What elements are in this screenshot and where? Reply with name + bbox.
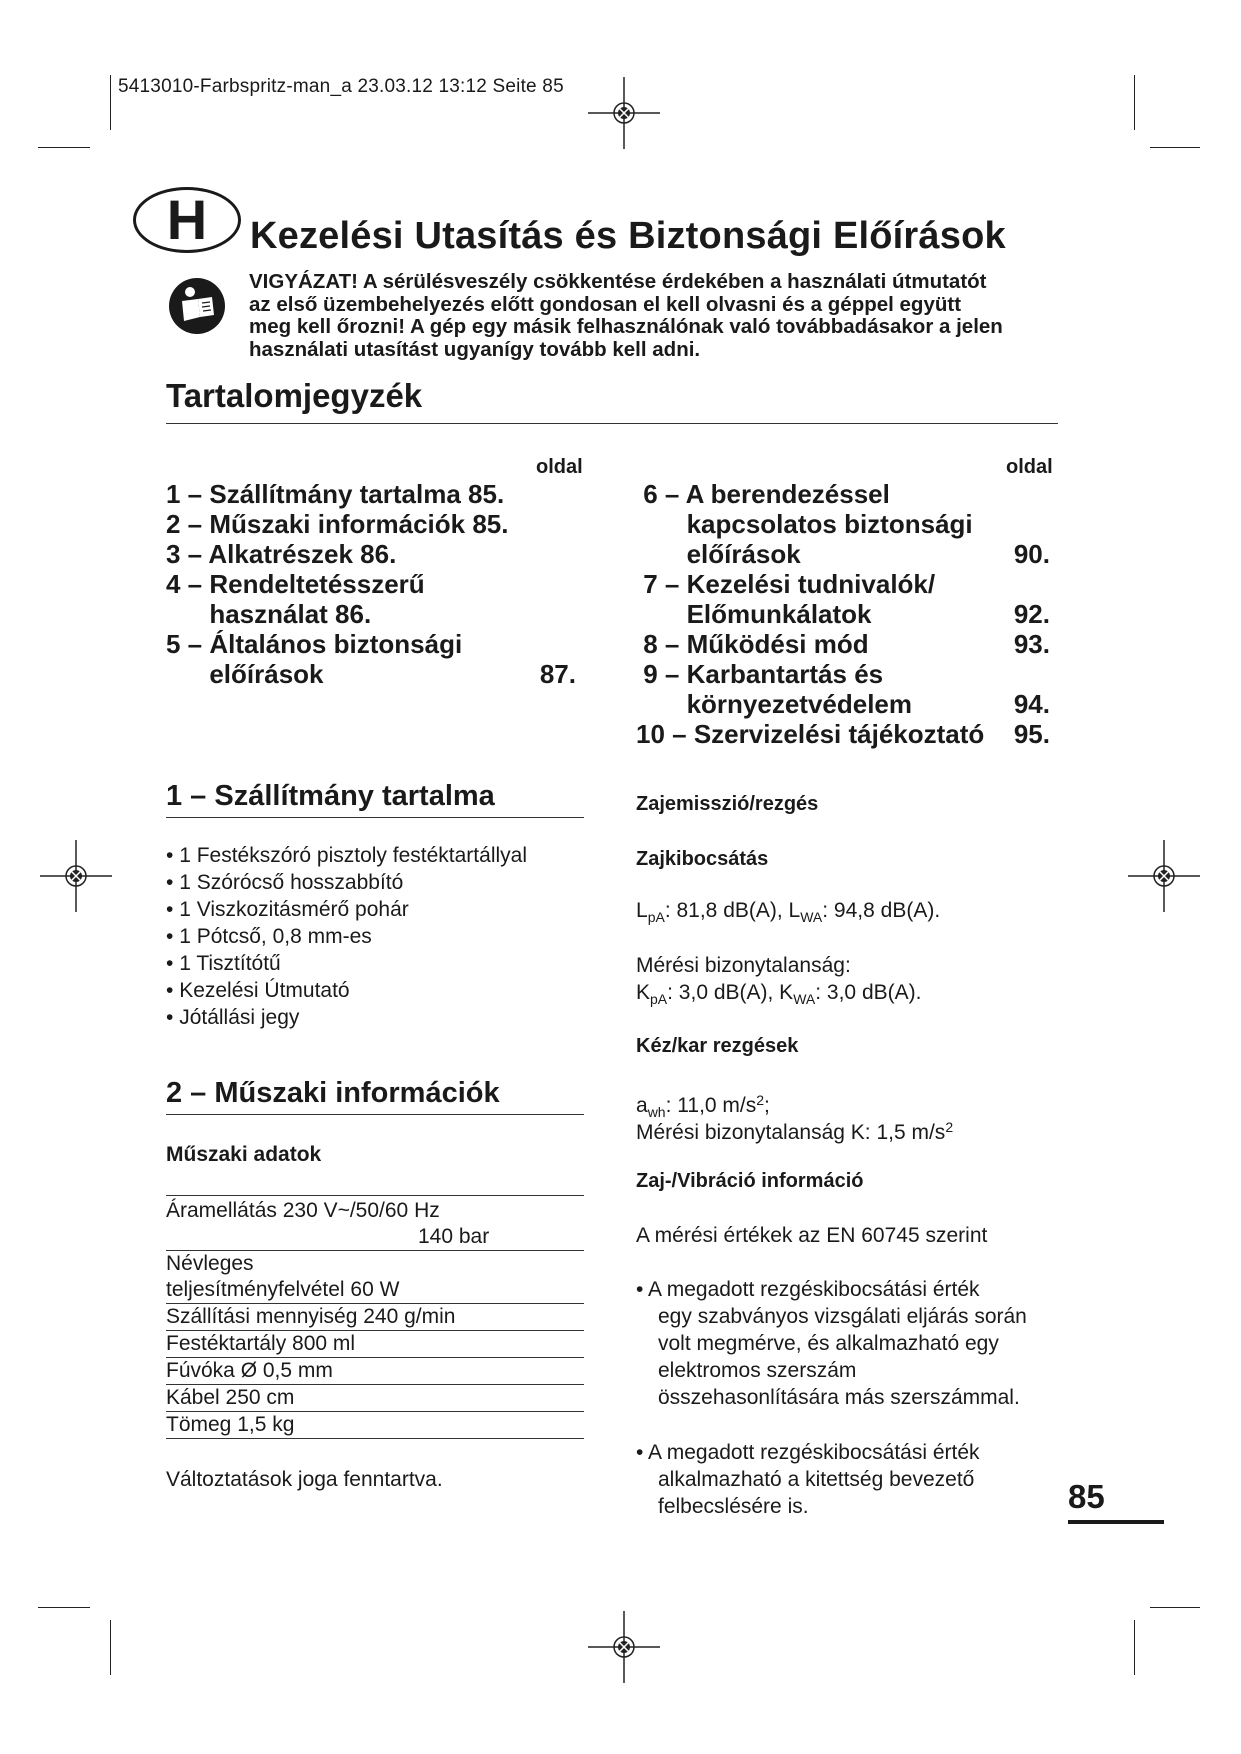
crop-mark [38, 147, 90, 148]
spec-table [166, 1195, 584, 1439]
crop-mark [1150, 1607, 1200, 1608]
toc-page-header: oldal [1006, 456, 1053, 478]
page-title: Kezelési Utasítás és Biztonsági Előírások [250, 215, 1006, 257]
vibration-uncertainty: Mérési bizonytalanság K: 1,5 $m/s^2$ [636, 1119, 954, 1144]
list-item: • 1 Viszkozitásmérő pohár [166, 896, 527, 923]
registration-mark-icon [588, 77, 660, 149]
toc-entry[interactable]: 4 – Rendeltetésszerű [166, 569, 425, 599]
toc-entry[interactable]: 6 – A berendezéssel [636, 479, 890, 509]
list-item: • 1 Szórócső hosszabbító [166, 869, 527, 896]
noise-title: Zajkibocsátás [636, 848, 769, 870]
toc-entry[interactable]: 1 – Szállítmány tartalma 85. [166, 479, 505, 509]
crop-mark [110, 75, 111, 130]
language-badge: H [133, 187, 241, 253]
crop-mark [1150, 147, 1200, 148]
crop-mark [1134, 1620, 1135, 1675]
section-1-title: 1 – Szállítmány tartalma [166, 780, 495, 812]
spec-row-power: Áramellátás 230 V~/50/60 Hz [166, 1199, 440, 1222]
divider [166, 423, 1058, 424]
spec-row-rated: teljesítményfelvétel 60 W [166, 1277, 584, 1304]
toc-entry[interactable]: 2 – Műszaki információk 85. [166, 509, 509, 539]
change-note: Változtatások joga fenntartva. [166, 1468, 443, 1491]
list-item: • Kezelési Útmutató [166, 977, 527, 1004]
vibration-value: $a_{wh}$: 11,0 $m/s^2$; [636, 1092, 770, 1120]
toc-entry[interactable]: 10 – Szervizelési tájékoztató 95. [636, 719, 1050, 749]
toc-entry[interactable]: előírások 90. [636, 539, 1050, 569]
spec-row-weight: Tömeg 1,5 kg [166, 1412, 584, 1439]
toc-right [636, 479, 1050, 749]
toc-entry[interactable]: előírások 87. [166, 659, 576, 689]
toc-entry[interactable]: környezetvédelem 94. [636, 689, 1050, 719]
spec-row-cable: Kábel 250 cm [166, 1385, 584, 1412]
vibration-title: Kéz/kar rezgések [636, 1035, 799, 1057]
registration-mark-icon [588, 1611, 660, 1683]
emission-title: Zajemisszió/rezgés [636, 793, 819, 815]
list-item: • 1 Tisztítótű [166, 950, 527, 977]
registration-mark-icon [1128, 840, 1200, 912]
spec-row-flow: Szállítási mennyiség 240 g/min [166, 1304, 584, 1331]
divider [166, 817, 584, 818]
spec-subtitle: Műszaki adatok [166, 1143, 322, 1166]
delivery-list [166, 842, 527, 1031]
uncertainty-label: Mérési bizonytalanság: [636, 954, 851, 977]
noise-values: $L_{pA}$: 81,8 dB(A), $L_{WA}$: 94,8 dB(A). [636, 899, 941, 925]
toc-entry[interactable]: 5 – Általános biztonsági [166, 629, 463, 659]
toc-entry[interactable]: kapcsolatos biztonsági [636, 509, 973, 539]
spec-row-nozzle: Fúvóka Ø 0,5 mm [166, 1358, 584, 1385]
safety-warning: VIGYÁZAT! A sérülésveszély csökkentése érdekében a használati útmutatót az első üzembehelyezés előtt gondosan el kell olvasni és a géppel együtt meg kell őrozni! A gép egy másik felhasználónak való továbbadásakor a jelen használati utasítást ugyanígy tovább kell adni. [249, 270, 1003, 361]
toc-entry[interactable]: Előmunkálatok 92. [636, 599, 1050, 629]
toc-entry[interactable]: 8 – Működési mód 93. [636, 629, 1050, 659]
list-item: • 1 Pótcső, 0,8 mm-es [166, 923, 527, 950]
spec-row-tank: Festéktartály 800 ml [166, 1331, 584, 1358]
crop-mark [38, 1607, 90, 1608]
read-manual-icon [168, 277, 226, 335]
section-2-title: 2 – Műszaki információk [166, 1077, 500, 1109]
spec-row-rated: Névleges [166, 1252, 254, 1275]
toc-entry[interactable]: 3 – Alkatrészek 86. [166, 539, 397, 569]
spec-row-pressure: 140 bar [166, 1224, 584, 1251]
toc-entry[interactable]: 9 – Karbantartás és [636, 659, 884, 689]
crop-mark [110, 1620, 111, 1675]
toc-heading: Tartalomjegyzék [166, 377, 423, 414]
toc-entry[interactable]: használat 86. [166, 599, 372, 629]
uncertainty-values: $K_{pA}$: 3,0 dB(A), $K_{WA}$: 3,0 dB(A). [636, 981, 922, 1007]
toc-page-header: oldal [536, 456, 583, 478]
info-title: Zaj-/Vibráció információ [636, 1170, 864, 1192]
list-item: • Jótállási jegy [166, 1004, 527, 1031]
page-number: 85 [1068, 1478, 1105, 1515]
info-bullet-1: • A megadott rezgéskibocsátási érték egy szabványos vizsgálati eljárás során volt megmérve, és alkalmazható egy elektromos szerszám összehasonlítására más szerszámmal. [636, 1276, 1076, 1411]
toc-left [166, 479, 576, 689]
crop-mark [1134, 75, 1135, 130]
info-bullet-2: • A megadott rezgéskibocsátási érték alkalmazható a kitettség bevezető felbecslésére is. [636, 1439, 1076, 1520]
divider [166, 1114, 584, 1115]
page-number-rule [1068, 1520, 1164, 1524]
list-item: • 1 Festékszóró pisztoly festéktartállyal [166, 842, 527, 869]
registration-mark-icon [40, 840, 112, 912]
print-header: 5413010-Farbspritz-man_a 23.03.12 13:12 Seite 85 [118, 76, 564, 97]
toc-entry[interactable]: 7 – Kezelési tudnivalók/ [636, 569, 936, 599]
standard-line: A mérési értékek az EN 60745 szerint [636, 1224, 988, 1247]
